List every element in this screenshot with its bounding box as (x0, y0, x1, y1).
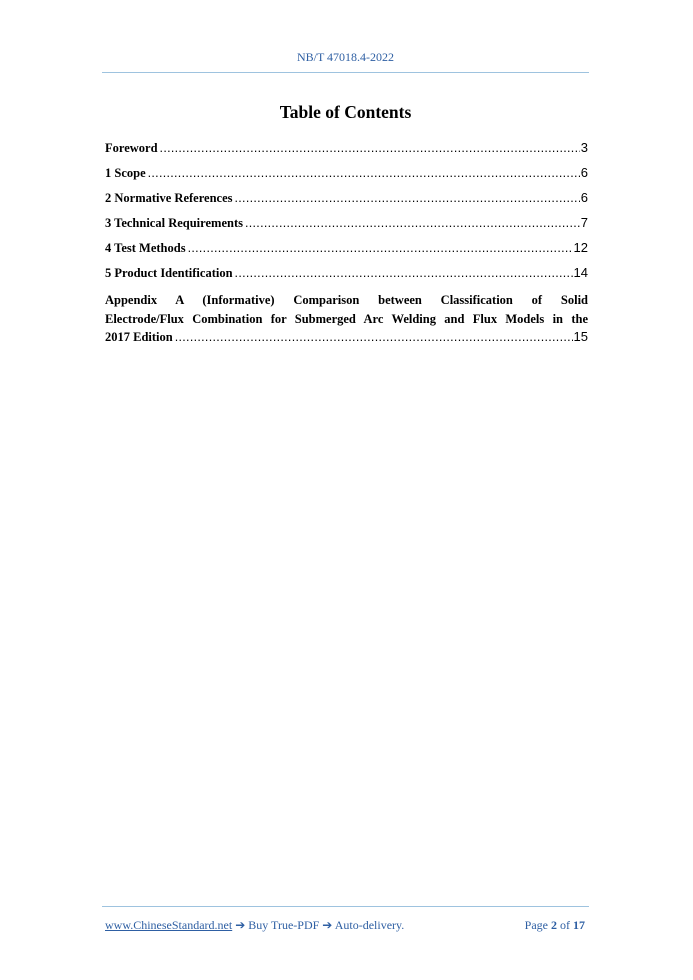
toc-entry-page: 12 (573, 240, 588, 255)
dot-leader (235, 191, 580, 205)
page-footer (105, 918, 585, 933)
toc-entry-label-line-3: 2017 Edition (105, 330, 173, 344)
toc-entry-scope[interactable] (105, 165, 588, 190)
total-pages: 17 (573, 918, 585, 932)
toc-entry-label: 4 Test Methods (105, 241, 186, 255)
toc-entry-technical-requirements[interactable] (105, 215, 588, 240)
page-number (525, 918, 585, 933)
footer-divider (102, 906, 589, 907)
toc-entry-label: 2 Normative References (105, 191, 233, 205)
footer-left (105, 918, 404, 933)
arrow-icon: ➔ (235, 918, 246, 932)
toc-entry-page: 6 (580, 190, 588, 205)
toc-entry-label-line-1: Appendix A (Informative) Comparison between Classification of Solid (105, 293, 588, 307)
toc-entry-label: 1 Scope (105, 166, 146, 180)
of-word: of (560, 918, 570, 932)
toc-entry-label-line-2: Electrode/Flux Combination for Submerged Arc Welding and Flux Models in the (105, 311, 588, 326)
toc-entry-foreword[interactable] (105, 140, 588, 165)
toc-entry-page: 15 (573, 329, 588, 344)
dot-leader (188, 241, 573, 255)
header-divider (102, 72, 589, 73)
toc-entry-page: 6 (580, 165, 588, 180)
toc-entry-page: 3 (580, 140, 588, 155)
dot-leader (175, 328, 573, 347)
table-of-contents (105, 140, 588, 347)
dot-leader (245, 216, 580, 230)
arrow-icon: ➔ (322, 918, 333, 932)
toc-entry-label: Foreword (105, 141, 158, 155)
toc-entry-label: 5 Product Identification (105, 266, 233, 280)
toc-entry-label: 3 Technical Requirements (105, 216, 243, 230)
toc-title: Table of Contents (279, 102, 412, 122)
page-word: Page (524, 918, 548, 932)
buy-true-pdf-text: Buy True-PDF (248, 918, 320, 932)
running-header (102, 50, 589, 65)
dot-leader (148, 166, 580, 180)
current-page: 2 (551, 918, 557, 932)
document-id: NB/T 47018.4-2022 (296, 50, 395, 64)
dot-leader (160, 141, 580, 155)
toc-entry-product-identification[interactable] (105, 265, 588, 290)
toc-entry-page: 14 (573, 265, 588, 280)
toc-entry-appendix-a[interactable] (105, 291, 588, 347)
toc-entry-test-methods[interactable] (105, 240, 588, 265)
auto-delivery-text: Auto-delivery. (334, 918, 405, 932)
chinesestandard-link[interactable]: www.ChineseStandard.net (105, 918, 233, 932)
toc-entry-page: 7 (580, 215, 588, 230)
toc-entry-normative-references[interactable] (105, 190, 588, 215)
dot-leader (235, 266, 573, 280)
